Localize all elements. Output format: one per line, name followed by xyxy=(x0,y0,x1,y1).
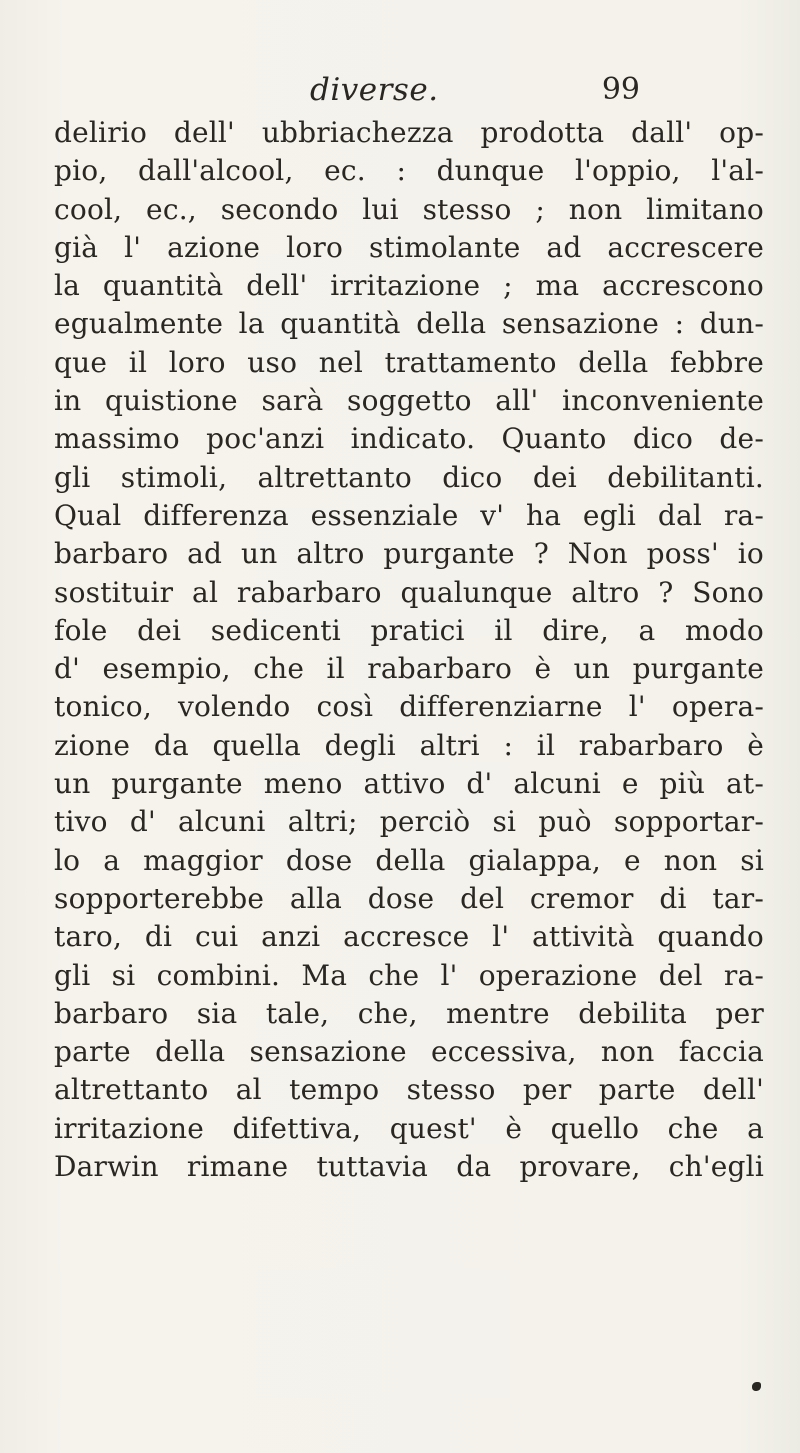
page-number: 99 xyxy=(601,72,640,107)
text-line: tivo d' alcuni altri; perciò si può sopportar- xyxy=(54,805,764,839)
text-line: delirio dell' ubbriachezza prodotta dall' op- xyxy=(54,116,764,149)
text-line: sopporterebbe alla dose del cremor di tar- xyxy=(54,881,764,915)
ink-speck xyxy=(752,1382,761,1391)
text-line: fole dei sedicenti pratici il dire, a modo xyxy=(54,613,764,647)
text-line: lo a maggior dose della gialappa, e non si xyxy=(54,843,764,877)
text-line: parte della sensazione eccessiva, non faccia xyxy=(54,1035,764,1069)
text-line: egualmente la quantità della sensazione : dun- xyxy=(54,307,764,341)
text-line: la quantità dell' irritazione ; ma accrescono xyxy=(54,269,764,303)
text-line: Darwin rimane tuttavia da provare, ch'egli xyxy=(54,1150,764,1184)
text-line: gli stimoli, altrettanto dico dei debilitanti. xyxy=(54,460,764,494)
text-line: massimo poc'anzi indicato. Quanto dico de- xyxy=(54,422,764,456)
text-line: sostituir al rabarbaro qualunque altro ? Sono xyxy=(54,575,764,609)
text-line: irritazione difettiva, quest' è quello che a xyxy=(54,1111,764,1145)
text-line: que il loro uso nel trattamento della febbre xyxy=(54,345,764,379)
text-line: d' esempio, che il rabarbaro è un purgante xyxy=(54,652,764,686)
text-line: pio, dall'alcool, ec. : dunque l'oppio, l'al- xyxy=(54,154,764,188)
page-header xyxy=(310,72,640,112)
text-line: tonico, volendo così differenziarne l' opera- xyxy=(54,690,764,724)
text-line: già l' azione loro stimolante ad accrescere xyxy=(54,230,764,264)
text-line: barbaro sia tale, che, mentre debilita per xyxy=(54,996,764,1030)
text-line: barbaro ad un altro purgante ? Non poss' io xyxy=(54,537,764,571)
text-line: un purgante meno attivo d' alcuni e più at- xyxy=(54,767,764,801)
text-line: taro, di cui anzi accresce l' attività quando xyxy=(54,920,764,954)
text-line: in quistione sarà soggetto all' inconveniente xyxy=(54,384,764,418)
running-head: diverse. xyxy=(310,72,439,108)
text-line: altrettanto al tempo stesso per parte dell' xyxy=(54,1073,764,1107)
text-line: zione da quella degli altri : il rabarbaro è xyxy=(54,728,764,762)
text-line: gli si combini. Ma che l' operazione del ra- xyxy=(54,958,764,992)
text-line: Qual differenza essenziale v' ha egli dal ra- xyxy=(54,498,764,532)
text-line: cool, ec., secondo lui stesso ; non limitano xyxy=(54,192,764,226)
body-text xyxy=(54,114,764,1186)
